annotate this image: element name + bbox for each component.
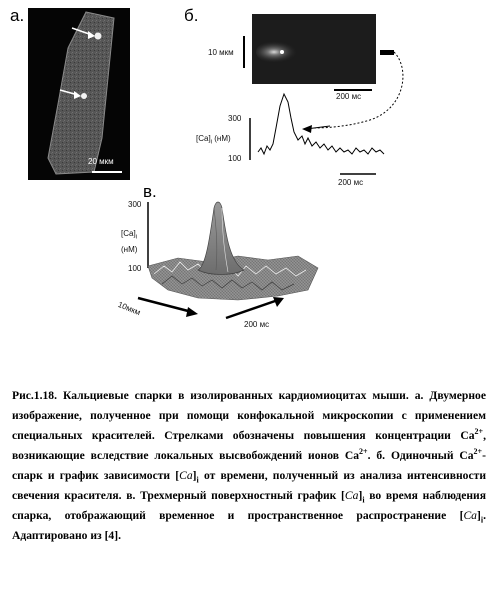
panel-b-image-scale-x: 200 мс: [336, 92, 362, 101]
panel-c-tick-top: 300: [128, 200, 142, 209]
panel-b-tick-top: 300: [228, 114, 242, 123]
panel-b-image-scale-y: 10 мкм: [208, 48, 234, 57]
caption-text-3: , возникающие вследствие локальных высвобождений ионов Ca: [12, 429, 486, 462]
caption-ca-3: Ca: [463, 509, 477, 522]
panel-b-trace-y-label: $[Ca]_i$ (нМ): [196, 134, 231, 146]
figure-caption: [12, 386, 486, 546]
panel-b-letter: б.: [184, 6, 199, 25]
panel-b-tick-bottom: 100: [228, 154, 242, 163]
caption-a-label: а.: [414, 389, 424, 402]
panel-c-tick-bottom: 100: [128, 264, 142, 273]
panel-a-micrograph: [28, 8, 130, 180]
caption-b-label: б.: [376, 449, 386, 462]
panel-c-surface-plot: [118, 196, 328, 320]
caption-text-2: Двумерное изображение, полученное при помощи конфокальной микроскопии с применением специальных красителей. Стрелками обозначены повышения концентрации Ca: [12, 389, 486, 442]
caption-bracket-2: ]: [358, 489, 363, 502]
caption-text-1: Кальциевые спарки в изолированных кардиомиоцитах мыши.: [57, 389, 415, 402]
caption-text-6: -спарк и график зависимости [: [12, 449, 486, 482]
caption-text-10: . Адаптировано из [4].: [12, 509, 486, 542]
caption-sup-3: 2+: [473, 447, 483, 457]
panel-a-letter: а.: [10, 6, 25, 25]
caption-sup-2: 2+: [359, 447, 368, 457]
panel-b-trace: [240, 88, 390, 180]
panel-c-axis-time: 200 мс: [244, 320, 270, 329]
caption-sub-3: i: [480, 515, 484, 525]
caption-ca-1: Ca: [179, 469, 193, 482]
panel-c-axis-space: 10мкм: [116, 300, 142, 318]
panel-c-letter: в.: [143, 182, 157, 201]
panel-b-trace-scale-x: 200 мс: [338, 178, 364, 187]
caption-bracket-1: ]: [192, 469, 197, 482]
caption-text-8: Трехмерный поверхностный график [: [135, 489, 345, 502]
caption-ca-2: Ca: [344, 489, 359, 502]
caption-text-7: от времени, полученный из анализа интенсивности свечения красителя.: [12, 469, 487, 502]
caption-fig-label: Рис.1.18.: [12, 389, 57, 402]
panel-c-y-label: $[Ca]_i$ (нМ): [121, 229, 138, 254]
caption-text-5: Одиночный Ca: [385, 449, 474, 462]
panel-a-scale-label: 20 мкм: [88, 157, 114, 166]
caption-sub-2: i: [362, 495, 365, 505]
caption-sup-1: 2+: [474, 427, 484, 437]
caption-text-4: .: [367, 449, 377, 462]
caption-c-label: в.: [126, 489, 136, 502]
caption-text-9: во время наблюдения спарка, отображающий временное и пространственное распространение [: [12, 489, 486, 522]
caption-sub-1: i: [196, 475, 199, 485]
caption-bracket-3: ]: [476, 509, 481, 522]
